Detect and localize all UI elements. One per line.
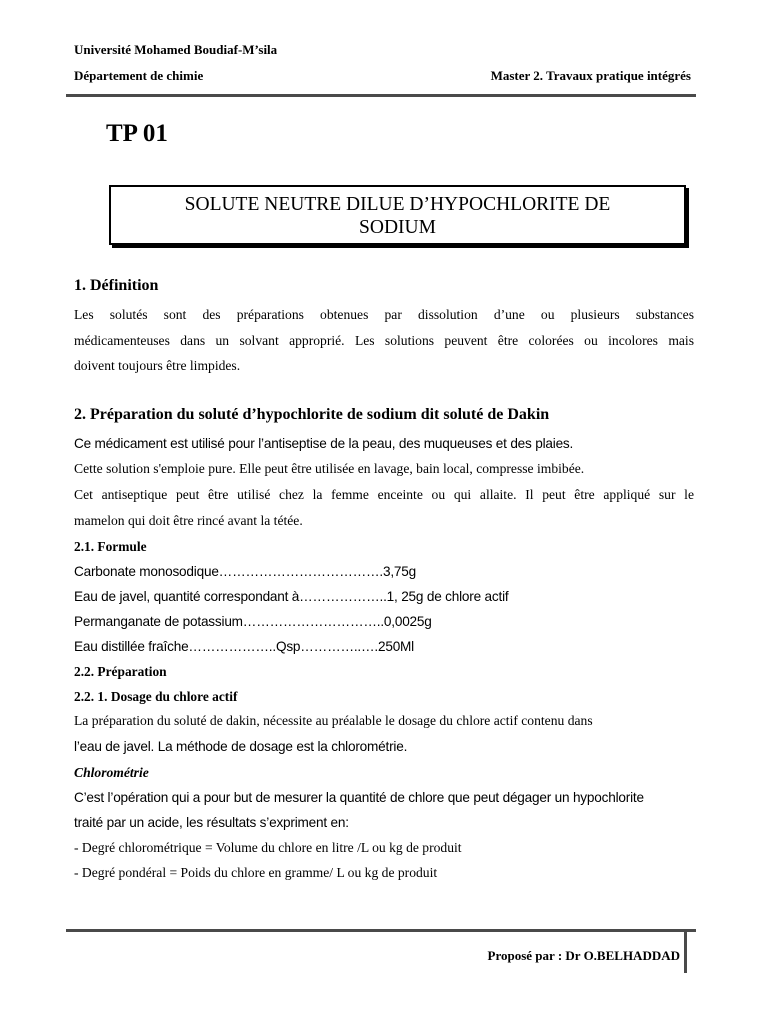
preparation-heading: 2.2. Préparation bbox=[74, 664, 167, 679]
chlorometrie-heading: Chlorométrie bbox=[74, 765, 149, 780]
section-2-line-3: Cet antiseptique peut être utilisé chez la femme enceinte ou qui allaite. Il peut être appliqué sur le bbox=[74, 487, 694, 502]
university-name: Université Mohamed Boudiaf-M’sila bbox=[74, 42, 278, 57]
department-name: Département de chimie bbox=[74, 68, 204, 83]
dosage-subheading: 2.2. 1. Dosage du chlore actif bbox=[74, 689, 238, 704]
course-name: Master 2. Travaux pratique intégrés bbox=[490, 68, 691, 83]
section-2-line-1: Ce médicament est utilisé pour l’antiseptise de la peau, des muqueuses et des plaies. bbox=[74, 436, 574, 451]
tp-title: TP 01 bbox=[106, 120, 168, 147]
section-2-line-2: Cette solution s'emploie pure. Elle peut être utilisée en lavage, bain local, compresse imbibée. bbox=[74, 461, 585, 476]
chlorometrie-line-1: C’est l’opération qui a pour but de mesurer la quantité de chlore que peut dégager un hypochlorite bbox=[74, 790, 644, 805]
author-credit: Proposé par : Dr O.BELHADDAD bbox=[487, 948, 680, 963]
chlorometrie-line-4: - Degré pondéral = Poids du chlore en gramme/ L ou kg de produit bbox=[74, 865, 438, 880]
chlorometrie-line-3: - Degré chlorométrique = Volume du chlore en litre /L ou kg de produit bbox=[74, 840, 462, 855]
title-box-line-2: SODIUM bbox=[359, 217, 436, 238]
section-1-line-3: doivent toujours être limpides. bbox=[74, 358, 241, 373]
title-box bbox=[109, 185, 686, 245]
section-2-line-4: mamelon qui doit être rincé avant la tétée. bbox=[74, 513, 303, 528]
formule-item-2: Eau de javel, quantité correspondant à………………..1, 25g de chlore actif bbox=[74, 589, 509, 604]
formule-item-1: Carbonate monosodique……………………………….3,75g bbox=[74, 564, 417, 579]
preparation-line-1: La préparation du soluté de dakin, nécessite au préalable le dosage du chlore actif contenu dans bbox=[74, 713, 593, 728]
preparation-line-2: l’eau de javel. La méthode de dosage est la chlorométrie. bbox=[74, 739, 408, 754]
title-box-line-1: SOLUTE NEUTRE DILUE D’HYPOCHLORITE DE bbox=[184, 194, 611, 215]
section-1-line-2: médicamenteuses dans un solvant approprié. Les solutions peuvent être colorées ou incolores mais bbox=[74, 333, 694, 348]
formule-heading: 2.1. Formule bbox=[74, 539, 147, 554]
chlorometrie-line-2: traité par un acide, les résultats s’expriment en: bbox=[74, 815, 349, 830]
section-1-line-1: Les solutés sont des préparations obtenues par dissolution d’une ou plusieurs substances bbox=[74, 307, 694, 322]
formule-item-3: Permanganate de potassium…………………………..0,0025g bbox=[74, 614, 432, 629]
formule-item-4: Eau distillée fraîche………………..Qsp…………..….250Ml bbox=[74, 639, 415, 654]
section-1-heading: 1. Définition bbox=[74, 277, 159, 294]
header-rule bbox=[66, 94, 696, 97]
footer-vertical-rule bbox=[684, 929, 687, 973]
section-2-heading: 2. Préparation du soluté d’hypochlorite de sodium dit soluté de Dakin bbox=[74, 406, 550, 423]
footer-rule bbox=[66, 929, 696, 932]
